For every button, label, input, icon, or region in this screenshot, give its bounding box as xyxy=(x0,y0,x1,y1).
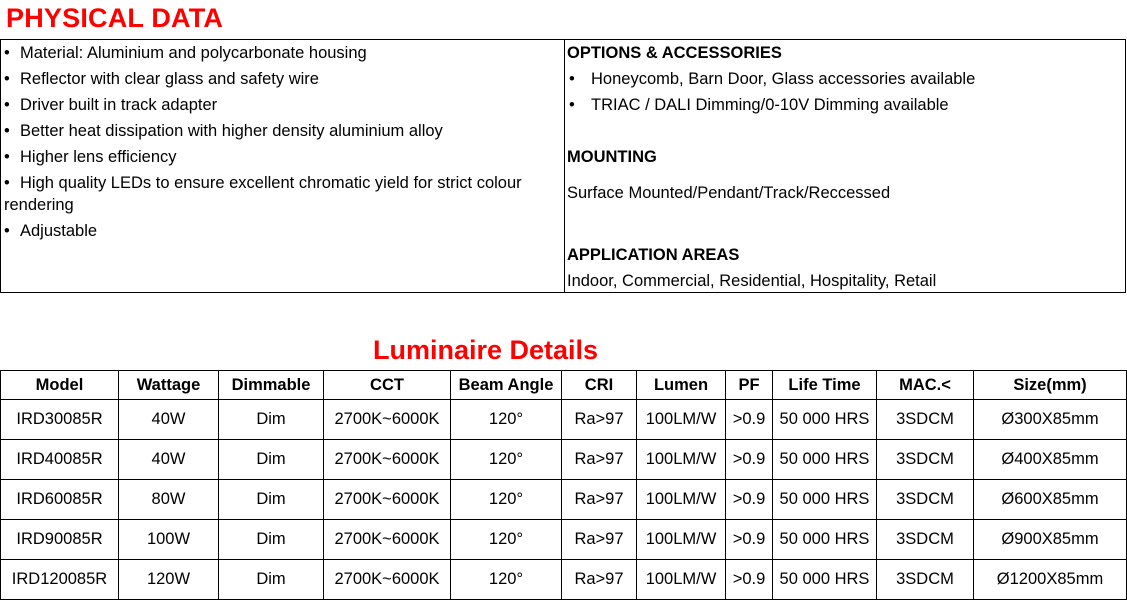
bullet-icon: • xyxy=(4,222,10,240)
column-header: Wattage xyxy=(119,371,219,400)
column-header: Beam Angle xyxy=(451,371,562,400)
table-cell: 2700K~6000K xyxy=(324,440,451,480)
application-heading: APPLICATION AREAS xyxy=(567,246,740,264)
table-cell: Ra>97 xyxy=(562,480,637,520)
table-cell: 100LM/W xyxy=(637,520,726,560)
mounting-text: Surface Mounted/Pendant/Track/Reccessed xyxy=(567,184,891,202)
table-cell: 3SDCM xyxy=(877,520,974,560)
table-cell: 100LM/W xyxy=(637,480,726,520)
table-cell: Ø400X85mm xyxy=(974,440,1127,480)
feature-item: • Reflector with clear glass and safety wire xyxy=(4,66,564,92)
table-cell: 50 000 HRS xyxy=(773,400,877,440)
feature-item: • Driver built in track adapter xyxy=(4,92,564,118)
luminaire-details-title: Luminaire Details xyxy=(373,335,599,365)
option-item: • Honeycomb, Barn Door, Glass accessories available xyxy=(567,66,1125,92)
table-cell: 120° xyxy=(451,440,562,480)
table-cell: 2700K~6000K xyxy=(324,520,451,560)
table-cell: Dim xyxy=(219,560,324,600)
option-item: • TRIAC / DALI Dimming/0-10V Dimming available xyxy=(567,92,1125,118)
table-cell: Dim xyxy=(219,440,324,480)
table-row xyxy=(1,440,1127,480)
table-cell: >0.9 xyxy=(726,560,773,600)
table-cell: 100LM/W xyxy=(637,440,726,480)
table-cell: Dim xyxy=(219,400,324,440)
column-header: Life Time xyxy=(773,371,877,400)
options-column xyxy=(565,40,1125,292)
table-row xyxy=(1,480,1127,520)
feature-item: • Material: Aluminium and polycarbonate housing xyxy=(4,40,564,66)
table-cell: 120° xyxy=(451,560,562,600)
column-header: PF xyxy=(726,371,773,400)
bullet-icon: • xyxy=(4,96,10,114)
bullet-icon: • xyxy=(4,70,10,88)
table-row xyxy=(1,560,1127,600)
mounting-heading: MOUNTING xyxy=(567,148,657,166)
table-cell: 40W xyxy=(119,400,219,440)
table-cell: >0.9 xyxy=(726,480,773,520)
table-cell: Ra>97 xyxy=(562,520,637,560)
bullet-icon: • xyxy=(4,174,10,192)
table-cell: 2700K~6000K xyxy=(324,480,451,520)
table-cell: 3SDCM xyxy=(877,480,974,520)
table-cell: 3SDCM xyxy=(877,400,974,440)
table-cell: >0.9 xyxy=(726,440,773,480)
table-cell: IRD90085R xyxy=(1,520,119,560)
table-cell: Ra>97 xyxy=(562,400,637,440)
table-cell: 50 000 HRS xyxy=(773,480,877,520)
options-heading: OPTIONS & ACCESSORIES xyxy=(567,44,782,62)
table-cell: IRD40085R xyxy=(1,440,119,480)
table-cell: 3SDCM xyxy=(877,560,974,600)
column-header: Size(mm) xyxy=(974,371,1127,400)
table-cell: 100LM/W xyxy=(637,560,726,600)
table-cell: 80W xyxy=(119,480,219,520)
feature-item: • Higher lens efficiency xyxy=(4,144,564,170)
table-cell: Dim xyxy=(219,480,324,520)
feature-item: • Better heat dissipation with higher density aluminium alloy xyxy=(4,118,564,144)
table-cell: 3SDCM xyxy=(877,440,974,480)
table-cell: >0.9 xyxy=(726,520,773,560)
table-row xyxy=(1,520,1127,560)
column-header: CRI xyxy=(562,371,637,400)
luminaire-table xyxy=(0,370,1127,600)
bullet-icon: • xyxy=(4,44,10,62)
column-header: MAC.< xyxy=(877,371,974,400)
table-cell: 50 000 HRS xyxy=(773,440,877,480)
table-cell: 100LM/W xyxy=(637,400,726,440)
column-header: Dimmable xyxy=(219,371,324,400)
table-cell: 120° xyxy=(451,520,562,560)
table-cell: 2700K~6000K xyxy=(324,400,451,440)
table-cell: 100W xyxy=(119,520,219,560)
table-cell: 50 000 HRS xyxy=(773,560,877,600)
feature-item: • Adjustable xyxy=(4,218,564,244)
table-cell: Dim xyxy=(219,520,324,560)
column-header: CCT xyxy=(324,371,451,400)
features-column xyxy=(1,40,565,292)
table-header-row xyxy=(1,371,1127,400)
table-cell: IRD120085R xyxy=(1,560,119,600)
bullet-icon: • xyxy=(4,148,10,166)
table-cell: Ø1200X85mm xyxy=(974,560,1127,600)
table-cell: 120W xyxy=(119,560,219,600)
table-cell: 40W xyxy=(119,440,219,480)
table-cell: 50 000 HRS xyxy=(773,520,877,560)
feature-item: • High quality LEDs to ensure excellent chromatic yield for strict colour rendering xyxy=(4,174,522,214)
table-cell: 2700K~6000K xyxy=(324,560,451,600)
table-cell: >0.9 xyxy=(726,400,773,440)
column-header: Model xyxy=(1,371,119,400)
table-cell: Ø600X85mm xyxy=(974,480,1127,520)
bullet-icon: • xyxy=(4,122,10,140)
table-row xyxy=(1,400,1127,440)
table-cell: Ra>97 xyxy=(562,440,637,480)
table-cell: Ra>97 xyxy=(562,560,637,600)
physical-data-box xyxy=(0,39,1126,293)
table-cell: IRD60085R xyxy=(1,480,119,520)
table-cell: 120° xyxy=(451,400,562,440)
table-cell: IRD30085R xyxy=(1,400,119,440)
bullet-icon: • xyxy=(569,96,575,114)
physical-data-title: PHYSICAL DATA xyxy=(6,3,224,33)
table-cell: Ø900X85mm xyxy=(974,520,1127,560)
application-text: Indoor, Commercial, Residential, Hospitality, Retail xyxy=(567,272,937,290)
table-cell: 120° xyxy=(451,480,562,520)
column-header: Lumen xyxy=(637,371,726,400)
table-cell: Ø300X85mm xyxy=(974,400,1127,440)
bullet-icon: • xyxy=(569,70,575,88)
